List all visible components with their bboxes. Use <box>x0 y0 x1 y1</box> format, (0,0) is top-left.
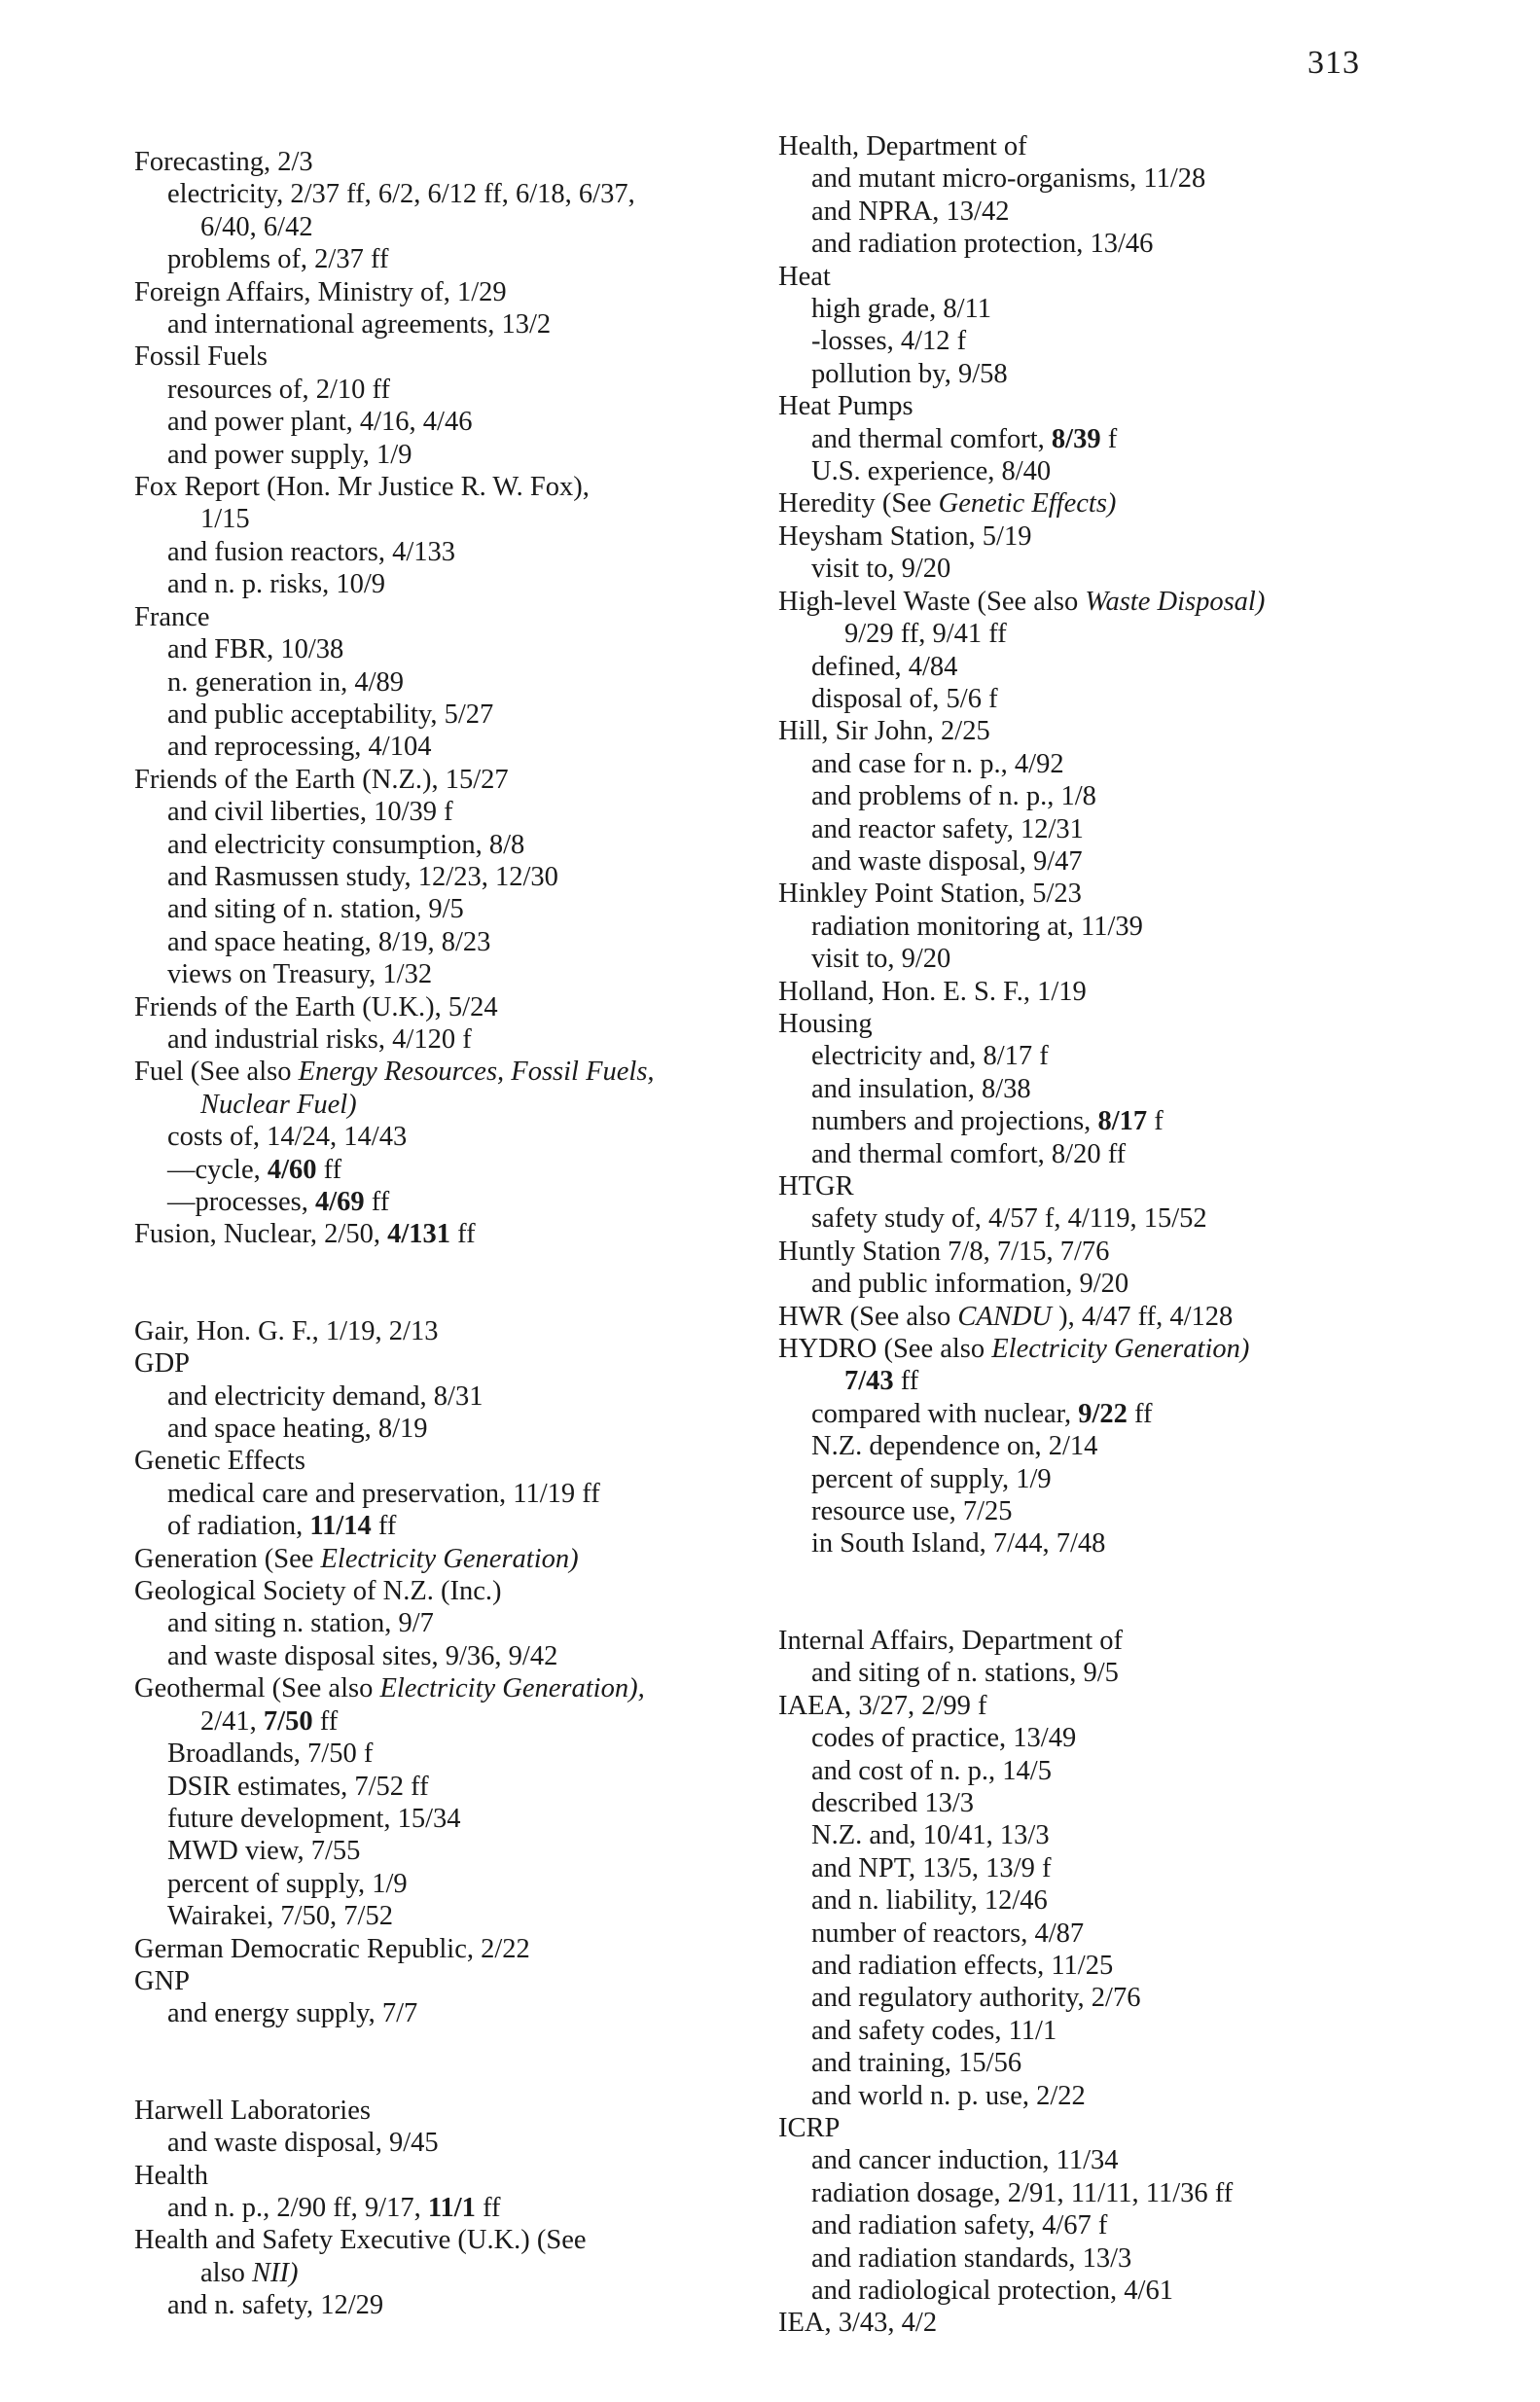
index-entry <box>134 341 776 373</box>
index-subentry <box>134 1738 776 1770</box>
index-text: Genetic Effects) <box>938 488 1117 520</box>
index-text: and international agreements, 13/2 <box>167 309 552 341</box>
index-subentry <box>778 2047 1440 2079</box>
index-subentry <box>134 731 776 763</box>
index-text: f <box>1147 1106 1164 1137</box>
index-entry <box>134 1315 776 1347</box>
index-text: radiation monitoring at, 11/39 <box>811 911 1143 942</box>
index-subentry <box>134 1771 776 1803</box>
index-text: Heysham Station, 5/19 <box>778 520 1032 552</box>
index-subentry <box>134 958 776 990</box>
index-subentry <box>778 651 1440 683</box>
index-text: Nuclear Fuel) <box>200 1089 357 1120</box>
index-entry <box>778 520 1440 553</box>
index-subentry <box>778 2275 1440 2307</box>
index-text: and FBR, 10/38 <box>167 634 344 665</box>
index-text: and mutant micro-organisms, 11/28 <box>811 163 1206 195</box>
index-subentry <box>134 2127 776 2159</box>
index-text: and insulation, 8/38 <box>811 1073 1031 1104</box>
index-text: safety study of, 4/57 f, 4/119, 15/52 <box>811 1203 1207 1235</box>
index-subentry <box>134 1089 776 1121</box>
index-entry <box>134 2095 776 2127</box>
index-text: and siting n. station, 9/7 <box>167 1608 434 1639</box>
index-entry <box>134 601 776 633</box>
index-subentry <box>778 293 1440 325</box>
index-subentry <box>778 1398 1440 1430</box>
index-entry <box>134 276 776 308</box>
index-text: and reprocessing, 4/104 <box>167 732 432 763</box>
index-text: and public acceptability, 5/27 <box>167 699 494 730</box>
index-text: 7/43 <box>844 1366 894 1397</box>
index-entry <box>134 1056 776 1088</box>
index-text: future development, 15/34 <box>167 1803 461 1834</box>
index-text: and cancer induction, 11/34 <box>811 2145 1119 2176</box>
index-text: and power supply, 1/9 <box>167 439 412 470</box>
index-subentry <box>134 1023 776 1056</box>
index-text: and thermal comfort, <box>811 423 1052 454</box>
index-subentry <box>134 633 776 665</box>
index-text: Holland, Hon. E. S. F., 1/19 <box>778 976 1087 1007</box>
index-text: and problems of n. p., 1/8 <box>811 781 1096 812</box>
index-subentry <box>778 2177 1440 2209</box>
index-text: ff <box>364 1187 390 1217</box>
index-text: 6/40, 6/42 <box>200 211 313 242</box>
index-subentry <box>778 1430 1440 1462</box>
index-text: ff <box>893 1366 919 1397</box>
index-entry <box>134 1933 776 1965</box>
index-text: and waste disposal sites, 9/36, 9/42 <box>167 1640 558 1671</box>
index-text: n. generation in, 4/89 <box>167 666 404 698</box>
index-subentry <box>778 325 1440 357</box>
index-entry <box>778 261 1440 293</box>
index-text: visit to, 9/20 <box>811 944 951 975</box>
index-text: Huntly Station 7/8, 7/15, 7/76 <box>778 1236 1110 1267</box>
index-text: and radiation safety, 4/67 f <box>811 2210 1108 2241</box>
index-text: DSIR estimates, 7/52 ff <box>167 1771 429 1802</box>
index-subentry <box>134 178 776 210</box>
index-subentry <box>778 1950 1440 1982</box>
index-text: Gair, Hon. G. F., 1/19, 2/13 <box>134 1315 439 1346</box>
index-entry <box>134 2224 776 2256</box>
index-subentry <box>778 813 1440 845</box>
index-text: Forecasting, 2/3 <box>134 147 313 177</box>
index-text: and radiation standards, 13/3 <box>811 2242 1132 2274</box>
index-text: CANDU <box>957 1301 1053 1332</box>
index-text: also <box>200 2257 253 2288</box>
section-gap <box>778 1560 1440 1625</box>
index-text: 2/41, <box>200 1705 264 1737</box>
index-text: pollution by, 9/58 <box>811 358 1008 389</box>
index-text: 4/69 <box>314 1187 365 1217</box>
index-text: and regulatory authority, 2/76 <box>811 1983 1141 2014</box>
page-number: 313 <box>1307 45 1360 81</box>
index-text: Wairakei, 7/50, 7/52 <box>167 1901 393 1932</box>
index-text: and reactor safety, 12/31 <box>811 813 1084 844</box>
index-text: GNP <box>134 1965 191 1996</box>
index-text: Friends of the Earth (U.K.), 5/24 <box>134 991 498 1022</box>
index-text: numbers and projections, <box>811 1106 1098 1137</box>
index-subentry <box>778 1365 1440 1397</box>
index-text: ff <box>312 1705 339 1737</box>
index-subentry <box>134 699 776 731</box>
index-text: —processes, <box>167 1187 315 1217</box>
index-entry <box>134 2160 776 2192</box>
index-subentry <box>134 2289 776 2321</box>
index-text: 7/50 <box>263 1705 313 1737</box>
index-text: Electricity Generation) <box>320 1543 579 1574</box>
index-text: resource use, 7/25 <box>811 1496 1013 1527</box>
index-text: and n. safety, 12/29 <box>167 2290 384 2321</box>
index-text: and radiation protection, 13/46 <box>811 229 1154 260</box>
index-text: Health <box>134 2160 208 2191</box>
index-text: —cycle, <box>167 1154 268 1185</box>
index-text: and radiological protection, 4/61 <box>811 2276 1173 2306</box>
index-text: visit to, 9/20 <box>811 554 951 585</box>
index-entry <box>778 1333 1440 1365</box>
index-entry <box>778 878 1440 910</box>
index-text: compared with nuclear, <box>811 1398 1079 1429</box>
index-text: high grade, 8/11 <box>811 294 991 325</box>
index-text: and safety codes, 11/1 <box>811 2015 1057 2046</box>
index-subentry <box>134 1868 776 1900</box>
index-text: HYDRO (See also <box>778 1334 992 1365</box>
index-entry <box>778 1008 1440 1040</box>
index-text: and electricity demand, 8/31 <box>167 1380 483 1412</box>
index-text: -losses, 4/12 f <box>811 326 967 357</box>
index-text: and Rasmussen study, 12/23, 12/30 <box>167 861 558 892</box>
index-text: Electricity Generation), <box>379 1673 645 1704</box>
index-entry <box>778 130 1440 162</box>
index-subentry <box>778 1657 1440 1689</box>
index-text: and space heating, 8/19 <box>167 1414 428 1445</box>
index-subentry <box>134 211 776 243</box>
index-column-right <box>778 130 1440 2340</box>
index-subentry <box>134 796 776 828</box>
index-text: GDP <box>134 1348 191 1380</box>
index-subentry <box>134 1478 776 1510</box>
index-subentry <box>778 162 1440 195</box>
index-text: ICRP <box>778 2112 841 2143</box>
index-text: Fox Report (Hon. Mr Justice R. W. Fox), <box>134 472 590 503</box>
index-subentry <box>134 1121 776 1153</box>
index-subentry <box>778 1722 1440 1754</box>
index-entry <box>778 1625 1440 1657</box>
index-subentry <box>778 1463 1440 1495</box>
index-column-left <box>134 146 776 2322</box>
index-text: High-level Waste (See also <box>778 586 1086 617</box>
index-subentry <box>134 1413 776 1445</box>
index-text: problems of, 2/37 ff <box>167 244 389 275</box>
index-subentry <box>778 1202 1440 1235</box>
index-text: and siting of n. stations, 9/5 <box>811 1658 1119 1689</box>
index-entry <box>778 1236 1440 1268</box>
index-text: HWR (See also <box>778 1301 958 1332</box>
index-text: N.Z. dependence on, 2/14 <box>811 1431 1098 1462</box>
index-subentry <box>134 568 776 600</box>
index-text: U.S. experience, 8/40 <box>811 456 1052 487</box>
index-subentry <box>778 1755 1440 1787</box>
index-text: Hinkley Point Station, 5/23 <box>778 878 1082 910</box>
index-text: 8/39 <box>1051 423 1101 454</box>
index-subentry <box>778 1268 1440 1300</box>
index-entry <box>134 1445 776 1477</box>
index-subentry <box>134 861 776 893</box>
index-text: and waste disposal, 9/45 <box>167 2128 439 2159</box>
index-subentry <box>778 1495 1440 1527</box>
index-entry <box>134 471 776 503</box>
index-text: electricity and, 8/17 f <box>811 1041 1049 1072</box>
index-entry <box>778 2307 1440 2339</box>
index-text: and NPT, 13/5, 13/9 f <box>811 1852 1052 1883</box>
index-entry <box>134 1965 776 1997</box>
index-text: 11/1 <box>427 2192 476 2223</box>
index-subentry <box>778 196 1440 228</box>
index-text: Heat <box>778 261 831 292</box>
index-text: Hill, Sir John, 2/25 <box>778 716 990 747</box>
index-subentry <box>778 1105 1440 1137</box>
index-subentry <box>778 423 1440 455</box>
index-subentry <box>778 1884 1440 1917</box>
index-text: and space heating, 8/19, 8/23 <box>167 926 491 957</box>
section-gap <box>134 1251 776 1315</box>
index-subentry <box>778 553 1440 585</box>
index-text: and case for n. p., 4/92 <box>811 748 1064 779</box>
index-text: costs of, 14/24, 14/43 <box>167 1122 408 1153</box>
index-text: and public information, 9/20 <box>811 1269 1129 1300</box>
index-subentry <box>778 1918 1440 1950</box>
index-subentry <box>778 1138 1440 1170</box>
index-subentry <box>778 2080 1440 2112</box>
index-text: IEA, 3/43, 4/2 <box>778 2308 938 2339</box>
index-entry <box>778 976 1440 1008</box>
index-text: ff <box>475 2192 501 2223</box>
index-subentry <box>778 911 1440 943</box>
index-text: Foreign Affairs, Ministry of, 1/29 <box>134 276 507 307</box>
index-subentry <box>778 780 1440 812</box>
index-text: and NPRA, 13/42 <box>811 196 1010 227</box>
index-text: German Democratic Republic, 2/22 <box>134 1933 530 1964</box>
index-text: Internal Affairs, Department of <box>778 1625 1124 1656</box>
index-text: defined, 4/84 <box>811 651 958 682</box>
index-text: Health and Safety Executive (U.K.) (See <box>134 2225 587 2256</box>
index-entry <box>778 586 1440 618</box>
index-subentry <box>134 243 776 275</box>
index-entry <box>134 991 776 1023</box>
index-subentry <box>134 503 776 535</box>
index-text: resources of, 2/10 ff <box>167 374 390 405</box>
index-text: radiation dosage, 2/91, 11/11, 11/36 ff <box>811 2177 1234 2208</box>
index-text: electricity, 2/37 ff, 6/2, 6/12 ff, 6/18, 6/37, <box>167 179 635 210</box>
index-subentry <box>778 1073 1440 1105</box>
index-entry <box>778 487 1440 520</box>
index-text: described 13/3 <box>811 1787 974 1818</box>
index-text: ff <box>371 1511 397 1542</box>
index-entry <box>778 1301 1440 1333</box>
index-text: IAEA, 3/27, 2/99 f <box>778 1690 987 1721</box>
index-subentry <box>778 618 1440 650</box>
index-text: codes of practice, 13/49 <box>811 1723 1077 1754</box>
index-subentry <box>134 926 776 958</box>
index-text: and waste disposal, 9/47 <box>811 845 1083 877</box>
index-subentry <box>134 666 776 699</box>
index-text: 1/15 <box>200 504 250 535</box>
index-text: number of reactors, 4/87 <box>811 1918 1085 1949</box>
index-subentry <box>134 1380 776 1413</box>
index-subentry <box>134 406 776 438</box>
index-text: Heredity (See <box>778 488 939 520</box>
index-text: medical care and preservation, 11/19 ff <box>167 1478 600 1509</box>
index-text: Electricity Generation) <box>991 1334 1250 1365</box>
index-text: Health, Department of <box>778 131 1027 161</box>
index-text: Waste Disposal) <box>1085 586 1266 617</box>
index-text: Energy Resources, Fossil Fuels, <box>298 1057 655 1088</box>
index-text: and n. p., 2/90 ff, 9/17, <box>167 2192 428 2223</box>
index-text: and electricity consumption, 8/8 <box>167 829 525 860</box>
index-subentry <box>778 943 1440 975</box>
index-subentry <box>134 893 776 925</box>
index-text: N.Z. and, 10/41, 13/3 <box>811 1820 1050 1851</box>
index-text: Harwell Laboratories <box>134 2095 371 2126</box>
index-entry <box>134 1543 776 1575</box>
index-text: ff <box>450 1219 476 1250</box>
index-subentry <box>134 1803 776 1835</box>
index-subentry <box>134 2192 776 2224</box>
index-text: HTGR <box>778 1171 854 1201</box>
index-entry <box>134 146 776 178</box>
index-text: 9/22 <box>1078 1398 1128 1429</box>
index-text: and training, 15/56 <box>811 2048 1022 2079</box>
index-entry <box>134 1218 776 1250</box>
index-subentry <box>778 1527 1440 1560</box>
index-subentry <box>778 1819 1440 1851</box>
index-subentry <box>134 1154 776 1186</box>
index-text: Heat Pumps <box>778 391 913 422</box>
index-entry <box>778 2112 1440 2144</box>
index-text: and cost of n. p., 14/5 <box>811 1755 1052 1786</box>
index-subentry <box>778 2209 1440 2241</box>
index-text: and n. p. risks, 10/9 <box>167 569 386 600</box>
index-text: percent of supply, 1/9 <box>811 1463 1052 1494</box>
index-subentry <box>778 845 1440 878</box>
index-text: 8/17 <box>1097 1106 1148 1137</box>
index-text: ff <box>1127 1398 1153 1429</box>
index-subentry <box>134 1607 776 1639</box>
index-entry <box>134 1347 776 1380</box>
index-text: Genetic Effects <box>134 1446 305 1477</box>
index-text: ), 4/47 ff, 4/128 <box>1052 1301 1234 1332</box>
index-subentry <box>134 374 776 406</box>
index-subentry <box>134 1705 776 1738</box>
index-text: Generation (See <box>134 1543 321 1574</box>
index-subentry <box>778 2015 1440 2047</box>
index-text: MWD view, 7/55 <box>167 1836 361 1867</box>
index-text: views on Treasury, 1/32 <box>167 959 433 990</box>
index-text: Geological Society of N.Z. (Inc.) <box>134 1576 502 1607</box>
index-subentry <box>778 455 1440 487</box>
index-entry <box>778 715 1440 747</box>
index-text: Fusion, Nuclear, 2/50, <box>134 1219 388 1250</box>
index-text: 4/60 <box>267 1154 317 1185</box>
index-text: disposal of, 5/6 f <box>811 683 998 714</box>
index-text: and siting of n. station, 9/5 <box>167 894 464 925</box>
index-text: 11/14 <box>309 1511 372 1542</box>
index-text: ff <box>316 1154 342 1185</box>
index-subentry <box>134 1640 776 1672</box>
index-text: and radiation effects, 11/25 <box>811 1950 1114 1981</box>
index-text: and civil liberties, 10/39 f <box>167 797 453 828</box>
index-subentry <box>134 536 776 568</box>
index-entry <box>778 1170 1440 1202</box>
index-entry <box>134 1672 776 1704</box>
index-text: and n. liability, 12/46 <box>811 1885 1048 1917</box>
index-subentry <box>134 829 776 861</box>
index-text: percent of supply, 1/9 <box>167 1868 408 1899</box>
index-text: 4/131 <box>387 1219 450 1250</box>
index-text: in South Island, 7/44, 7/48 <box>811 1528 1106 1560</box>
index-text: and power plant, 4/16, 4/46 <box>167 407 473 438</box>
index-subentry <box>134 2257 776 2289</box>
index-subentry <box>778 1040 1440 1072</box>
index-subentry <box>778 748 1440 780</box>
index-text: NII) <box>252 2257 299 2288</box>
index-text: Broadlands, 7/50 f <box>167 1739 374 1770</box>
index-entry <box>134 1575 776 1607</box>
index-text: and energy supply, 7/7 <box>167 1998 418 2029</box>
index-subentry <box>134 439 776 471</box>
index-subentry <box>134 1997 776 2029</box>
index-text: Fossil Fuels <box>134 341 269 373</box>
index-subentry <box>134 1186 776 1218</box>
index-text: and industrial risks, 4/120 f <box>167 1023 472 1055</box>
index-entry <box>778 390 1440 422</box>
index-text: and thermal comfort, 8/20 ff <box>811 1138 1127 1169</box>
index-subentry <box>778 1787 1440 1819</box>
index-subentry <box>778 228 1440 260</box>
index-subentry <box>778 2144 1440 2176</box>
index-subentry <box>134 308 776 341</box>
index-entry <box>134 764 776 796</box>
index-text: and fusion reactors, 4/133 <box>167 536 456 567</box>
index-subentry <box>134 1510 776 1542</box>
index-text: f <box>1100 423 1118 454</box>
section-gap <box>134 2030 776 2095</box>
index-subentry <box>778 1852 1440 1884</box>
index-subentry <box>778 1982 1440 2014</box>
index-subentry <box>134 1835 776 1867</box>
index-text: Geothermal (See also <box>134 1673 380 1704</box>
index-subentry <box>778 683 1440 715</box>
index-text: Housing <box>778 1008 873 1039</box>
index-entry <box>778 1690 1440 1722</box>
index-text: 9/29 ff, 9/41 ff <box>844 619 1007 650</box>
index-subentry <box>778 2242 1440 2275</box>
index-text: France <box>134 601 210 632</box>
index-subentry <box>778 358 1440 390</box>
index-subentry <box>134 1900 776 1932</box>
index-text: of radiation, <box>167 1511 310 1542</box>
index-text: Friends of the Earth (N.Z.), 15/27 <box>134 764 509 795</box>
index-text: and world n. p. use, 2/22 <box>811 2080 1086 2111</box>
index-text: Fuel (See also <box>134 1057 299 1088</box>
